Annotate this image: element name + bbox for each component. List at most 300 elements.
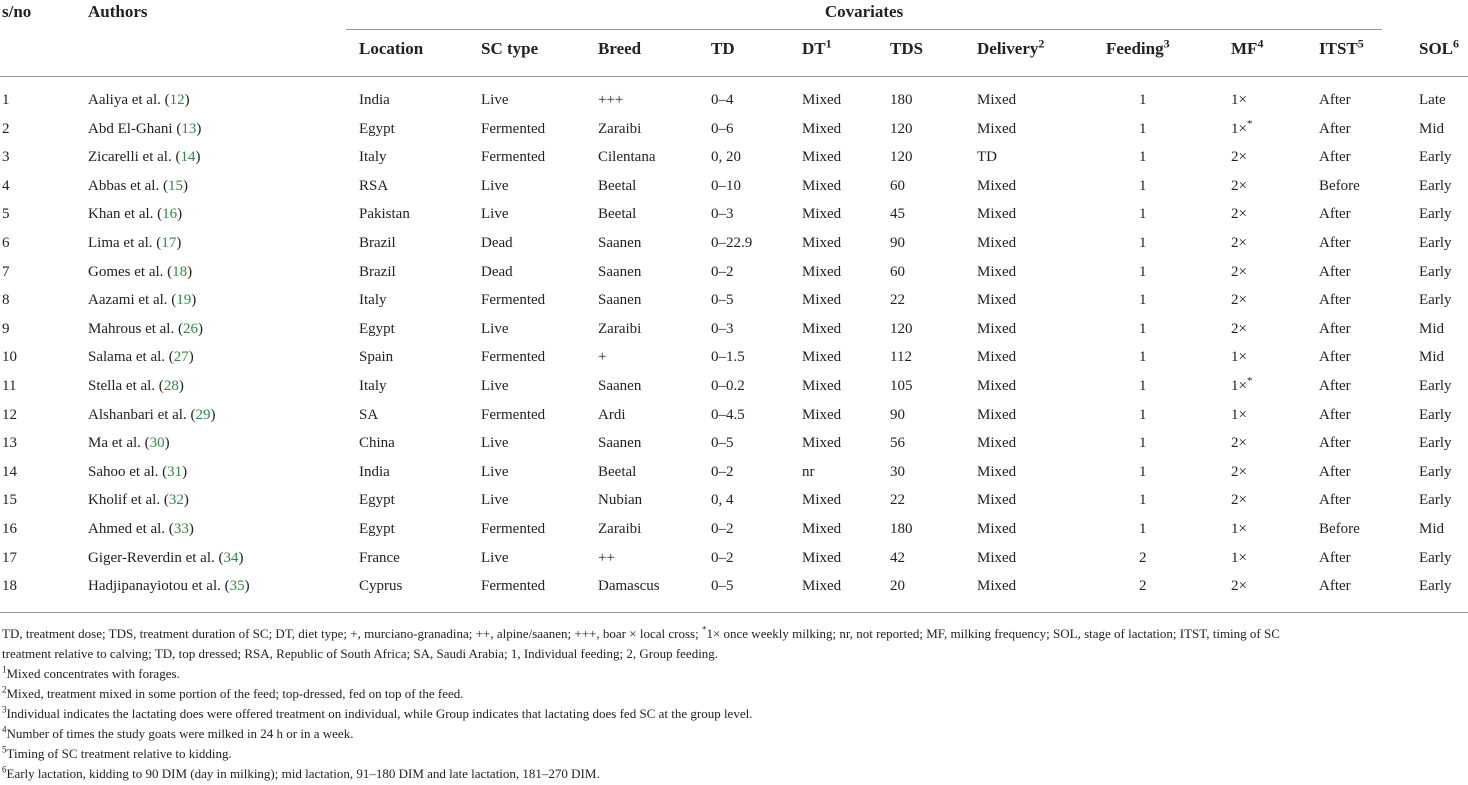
cell-td: 0–2 <box>711 549 734 566</box>
cell-breed: Damascus <box>598 578 660 595</box>
mf-value: 1× <box>1231 549 1247 566</box>
mf-value: 2× <box>1231 435 1247 452</box>
cell-dt: Mixed <box>802 234 842 251</box>
cell-mf <box>1231 550 1247 567</box>
cell-sol: Early <box>1419 492 1452 509</box>
cell-delivery: Mixed <box>977 263 1017 280</box>
footnote <box>2 684 1466 704</box>
cell-breed: Saanen <box>598 435 642 452</box>
cell-mf <box>1231 321 1247 338</box>
mf-value: 1× <box>1231 92 1247 108</box>
footnote-text: Mixed, treatment mixed in some portion of the feed; top-dressed, fed on top of the feed. <box>6 686 464 701</box>
cell-mf <box>1231 464 1247 481</box>
cell-mf <box>1231 407 1247 424</box>
cell-sc-type: Live <box>481 377 509 394</box>
cell-td: 0, 20 <box>711 149 741 166</box>
cell-itst: After <box>1319 463 1351 480</box>
header-delivery-label: Delivery <box>977 39 1039 58</box>
row-number: 3 <box>2 149 10 166</box>
header-sc-type: SC type <box>481 39 539 58</box>
author-close-paren: ) <box>197 320 203 337</box>
header-authors: Authors <box>88 2 148 21</box>
table-row <box>0 573 1468 602</box>
cell-sc-type: Live <box>481 92 509 108</box>
cell-td: 0–22.9 <box>711 234 753 251</box>
row-number: 16 <box>2 520 17 537</box>
cell-location: Egypt <box>359 320 395 337</box>
cell-mf <box>1231 349 1247 366</box>
numbered-notes <box>2 664 1466 784</box>
author-name: Khan et al. ( <box>88 206 163 223</box>
cell-breed: Beetal <box>598 463 637 480</box>
author-name: Ahmed et al. ( <box>88 520 174 537</box>
cell-mf <box>1231 178 1247 195</box>
mf-value: 2× <box>1231 578 1247 595</box>
cell-location: Italy <box>359 377 387 394</box>
reference-link[interactable]: 33 <box>173 520 189 537</box>
reference-link[interactable]: 31 <box>167 463 183 480</box>
cell-sc-type: Fermented <box>481 120 546 137</box>
table-row <box>0 230 1468 259</box>
table-row <box>0 402 1468 431</box>
header-itst <box>1319 36 1364 59</box>
cell-sol: Mid <box>1419 320 1445 337</box>
footnote <box>2 704 1466 724</box>
cell-sol: Mid <box>1419 520 1445 537</box>
cell-feeding: 1 <box>1139 292 1147 309</box>
table-row <box>0 459 1468 488</box>
cell-mf <box>1231 235 1247 252</box>
cell-itst: After <box>1319 292 1351 309</box>
cell-feeding: 1 <box>1139 406 1147 423</box>
cell-sc-type: Fermented <box>481 578 546 595</box>
cell-dt: Mixed <box>802 292 842 309</box>
footnote-marker: 1 <box>2 664 7 675</box>
cell-mf <box>1231 149 1247 166</box>
cell-tds: 120 <box>890 120 913 137</box>
author-close-paren: ) <box>182 177 188 194</box>
cell-location: Cyprus <box>359 578 403 595</box>
header-dt-sup: 1 <box>825 36 832 51</box>
cell-feeding: 1 <box>1139 149 1147 166</box>
footnote-marker: 5 <box>2 744 7 755</box>
cell-location: RSA <box>359 177 389 194</box>
cell-sc-type: Dead <box>481 234 513 251</box>
cell-itst: After <box>1319 349 1351 366</box>
cell-location: Egypt <box>359 520 395 537</box>
reference-link[interactable]: 14 <box>180 149 196 166</box>
cell-td: 0–2 <box>711 520 734 537</box>
row-number: 18 <box>2 578 17 595</box>
cell-sol: Mid <box>1419 120 1445 137</box>
cell-location: China <box>359 435 395 452</box>
mf-value: 2× <box>1231 463 1247 480</box>
cell-breed: Saanen <box>598 377 642 394</box>
cell-dt: Mixed <box>802 320 842 337</box>
cell-delivery: Mixed <box>977 549 1017 566</box>
cell-tds: 60 <box>890 263 905 280</box>
row-number: 15 <box>2 492 17 509</box>
footer-rule <box>0 612 1468 613</box>
author-name: Giger-Reverdin et al. ( <box>88 549 224 566</box>
cell-sc-type: Fermented <box>481 292 546 309</box>
mf-value: 1× <box>1231 406 1247 423</box>
author-close-paren: ) <box>191 292 197 309</box>
cell-feeding: 1 <box>1139 177 1147 194</box>
cell-mf <box>1231 521 1247 538</box>
cell-mf <box>1231 492 1247 509</box>
cell-td: 0–5 <box>711 435 734 452</box>
author-name: Aaliya et al. ( <box>88 92 170 108</box>
cell-sol: Early <box>1419 377 1452 394</box>
cell-sol: Early <box>1419 177 1452 194</box>
author-close-paren: ) <box>178 377 184 394</box>
cell-breed: +++ <box>598 92 624 108</box>
cell-td: 0–5 <box>711 292 734 309</box>
reference-link[interactable]: 12 <box>169 92 185 108</box>
row-number: 13 <box>2 435 17 452</box>
footnote <box>2 724 1466 744</box>
footnote-text: Number of times the study goats were milked in 24 h or in a week. <box>6 726 354 741</box>
cell-dt: Mixed <box>802 149 842 166</box>
cell-author <box>88 578 250 595</box>
cell-breed: Beetal <box>598 177 637 194</box>
table-row <box>0 316 1468 345</box>
header-feeding-sup: 3 <box>1163 36 1170 51</box>
header-covariates: Covariates <box>824 2 904 21</box>
cell-delivery: Mixed <box>977 349 1017 366</box>
table-row <box>0 201 1468 230</box>
cell-tds: 112 <box>890 349 912 366</box>
cell-mf <box>1231 578 1247 595</box>
cell-dt: Mixed <box>802 177 842 194</box>
author-name: Alshanbari et al. ( <box>88 406 196 423</box>
footnote-marker: 3 <box>2 704 7 715</box>
author-name: Zicarelli et al. ( <box>88 149 181 166</box>
cell-dt: Mixed <box>802 206 842 223</box>
cell-sol: Late <box>1419 92 1446 108</box>
cell-location: France <box>359 549 400 566</box>
reference-link[interactable]: 19 <box>176 292 192 309</box>
cell-dt: nr <box>802 463 815 480</box>
cell-mf <box>1231 92 1247 109</box>
author-close-paren: ) <box>177 206 183 223</box>
table-row <box>0 430 1468 459</box>
abbrev-line-1a: TD, treatment dose; TDS, treatment duration of SC; DT, diet type; +, murciano-granadina; ++, alpine/saanen; +++, boar × local cross; <box>2 626 702 641</box>
cell-feeding: 2 <box>1139 549 1147 566</box>
header-mf-sup: 4 <box>1257 36 1264 51</box>
cell-itst: Before <box>1319 520 1360 537</box>
cell-mf <box>1231 117 1253 138</box>
table-row <box>0 173 1468 202</box>
cell-sc-type: Fermented <box>481 406 546 423</box>
header-sol <box>1419 36 1460 59</box>
header-tds: TDS <box>890 39 924 58</box>
mf-value: 2× <box>1231 234 1247 251</box>
cell-author <box>88 292 196 309</box>
cell-author <box>88 492 189 509</box>
cell-delivery: Mixed <box>977 320 1017 337</box>
cell-delivery: Mixed <box>977 234 1017 251</box>
cell-mf <box>1231 292 1247 309</box>
table-row <box>0 373 1468 402</box>
author-close-paren: ) <box>195 149 201 166</box>
cell-feeding: 1 <box>1139 463 1147 480</box>
table-row <box>0 487 1468 516</box>
author-name: Salama et al. ( <box>88 349 174 366</box>
footnote-marker: 6 <box>2 764 7 775</box>
author-name: Aazami et al. ( <box>88 292 177 309</box>
cell-breed: Saanen <box>598 263 642 280</box>
cell-sol: Early <box>1419 549 1452 566</box>
cell-breed: Ardi <box>598 406 626 423</box>
cell-sol: Early <box>1419 435 1452 452</box>
cell-feeding: 1 <box>1139 492 1147 509</box>
cell-sc-type: Fermented <box>481 349 546 366</box>
cell-sc-type: Dead <box>481 263 513 280</box>
cell-location: India <box>359 92 390 108</box>
header-sol-sup: 6 <box>1453 36 1460 51</box>
reference-link[interactable]: 17 <box>161 234 177 251</box>
cell-sol: Early <box>1419 463 1452 480</box>
cell-delivery: Mixed <box>977 120 1017 137</box>
table-row <box>0 344 1468 373</box>
row-number: 6 <box>2 234 10 251</box>
footnote-text: Individual indicates the lactating does were offered treatment on individual, while Group indicates that lactating does fed SC at the group level. <box>6 706 753 721</box>
author-name: Abbas et al. ( <box>88 177 168 194</box>
cell-sol: Early <box>1419 578 1452 595</box>
cell-breed: Zaraibi <box>598 120 642 137</box>
cell-author <box>88 407 215 424</box>
reference-link[interactable]: 28 <box>163 377 179 394</box>
cell-delivery: Mixed <box>977 292 1017 309</box>
cell-itst: Before <box>1319 177 1360 194</box>
cell-dt: Mixed <box>802 120 842 137</box>
cell-itst: After <box>1319 263 1351 280</box>
cell-delivery: Mixed <box>977 177 1017 194</box>
cell-breed: Saanen <box>598 292 642 309</box>
reference-link[interactable]: 15 <box>167 177 183 194</box>
footnote <box>2 744 1466 764</box>
header-itst-sup: 5 <box>1357 36 1364 51</box>
cell-itst: After <box>1319 92 1351 108</box>
cell-author <box>88 349 194 366</box>
cell-sc-type: Live <box>481 549 509 566</box>
cell-td: 0–2 <box>711 263 734 280</box>
cell-td: 0–10 <box>711 177 741 194</box>
table-row <box>0 259 1468 288</box>
reference-link[interactable]: 16 <box>162 206 178 223</box>
header-rule <box>0 76 1468 77</box>
cell-tds: 120 <box>890 149 913 166</box>
mf-value: 2× <box>1231 320 1247 337</box>
cell-tds: 90 <box>890 406 905 423</box>
table-row <box>0 545 1468 574</box>
author-name: Lima et al. ( <box>88 234 162 251</box>
footnote <box>2 664 1466 684</box>
cell-tds: 120 <box>890 320 913 337</box>
reference-link[interactable]: 34 <box>223 549 239 566</box>
author-close-paren: ) <box>244 578 250 595</box>
cell-breed: Beetal <box>598 206 637 223</box>
header-dt-label: DT <box>802 39 826 58</box>
reference-link[interactable]: 32 <box>168 492 184 509</box>
cell-delivery: Mixed <box>977 92 1017 108</box>
row-number: 11 <box>2 377 17 394</box>
cell-mf <box>1231 435 1247 452</box>
cell-itst: After <box>1319 406 1351 423</box>
cell-tds: 22 <box>890 292 905 309</box>
cell-delivery: Mixed <box>977 377 1017 394</box>
table-row <box>0 516 1468 545</box>
cell-feeding: 1 <box>1139 263 1147 280</box>
cell-td: 0–6 <box>711 120 734 137</box>
cell-breed: Zaraibi <box>598 520 642 537</box>
cell-dt: Mixed <box>802 435 842 452</box>
cell-dt: Mixed <box>802 349 842 366</box>
cell-tds: 180 <box>890 92 913 108</box>
author-close-paren: ) <box>183 492 189 509</box>
row-number: 5 <box>2 206 10 223</box>
cell-tds: 20 <box>890 578 905 595</box>
cell-tds: 30 <box>890 463 905 480</box>
mf-value: 2× <box>1231 492 1247 509</box>
reference-link[interactable]: 18 <box>172 263 188 280</box>
author-close-paren: ) <box>182 463 188 480</box>
cell-feeding: 1 <box>1139 435 1147 452</box>
header-mf <box>1231 36 1264 59</box>
cell-sc-type: Fermented <box>481 149 546 166</box>
cell-td: 0–3 <box>711 320 734 337</box>
cell-delivery: Mixed <box>977 520 1017 537</box>
abbrev-star: * <box>701 624 707 635</box>
cell-sc-type: Live <box>481 463 509 480</box>
header-sno: s/no <box>2 2 32 21</box>
footnote-text: Mixed concentrates with forages. <box>6 666 180 681</box>
cell-td: 0–3 <box>711 206 734 223</box>
cell-tds: 56 <box>890 435 905 452</box>
reference-link[interactable]: 13 <box>181 120 197 137</box>
header-itst-label: ITST <box>1319 39 1358 58</box>
reference-link[interactable]: 35 <box>229 578 245 595</box>
cell-sc-type: Live <box>481 177 509 194</box>
cell-breed: Zaraibi <box>598 320 642 337</box>
cell-itst: After <box>1319 377 1351 394</box>
header-location: Location <box>359 39 424 58</box>
cell-mf <box>1231 264 1247 281</box>
mf-value: 1× <box>1231 520 1247 537</box>
cell-itst: After <box>1319 578 1351 595</box>
footnote-text: Early lactation, kidding to 90 DIM (day in milking); mid lactation, 91–180 DIM and late lactation, 181–270 DIM. <box>6 766 600 781</box>
cell-author <box>88 121 201 138</box>
reference-link[interactable]: 30 <box>149 435 165 452</box>
cell-td: 0–5 <box>711 578 734 595</box>
cell-itst: After <box>1319 320 1351 337</box>
cell-td: 0–2 <box>711 463 734 480</box>
cell-tds: 90 <box>890 234 905 251</box>
cell-location: India <box>359 463 390 480</box>
footnote <box>2 764 1466 784</box>
cell-sol: Mid <box>1419 349 1445 366</box>
table-row <box>0 116 1468 145</box>
cell-delivery: Mixed <box>977 492 1017 509</box>
cell-mf <box>1231 374 1253 395</box>
header-breed: Breed <box>598 39 642 58</box>
abbrev-line-1b: 1× once weekly milking; nr, not reported; MF, milking frequency; SOL, stage of lactation; ITST, timing of SC <box>706 626 1280 641</box>
author-name: Sahoo et al. ( <box>88 463 168 480</box>
author-close-paren: ) <box>164 435 170 452</box>
cell-location: Spain <box>359 349 394 366</box>
cell-itst: After <box>1319 234 1351 251</box>
mf-value: 1× <box>1231 377 1247 394</box>
cell-sol: Early <box>1419 406 1452 423</box>
cell-feeding: 1 <box>1139 120 1147 137</box>
header-feeding-label: Feeding <box>1106 39 1164 58</box>
cell-mf <box>1231 206 1247 223</box>
header-mf-label: MF <box>1231 39 1258 58</box>
cell-sc-type: Live <box>481 492 509 509</box>
cell-itst: After <box>1319 120 1351 137</box>
row-number: 8 <box>2 292 10 309</box>
header-td: TD <box>711 39 735 58</box>
cell-itst: After <box>1319 492 1351 509</box>
cell-location: Egypt <box>359 120 395 137</box>
cell-sc-type: Live <box>481 320 509 337</box>
cell-feeding: 1 <box>1139 377 1147 394</box>
cell-itst: After <box>1319 149 1351 166</box>
row-number: 4 <box>2 177 10 194</box>
cell-breed: Cilentana <box>598 149 656 166</box>
mf-value: 2× <box>1231 177 1247 194</box>
cell-dt: Mixed <box>802 406 842 423</box>
cell-feeding: 1 <box>1139 234 1147 251</box>
cell-breed: Nubian <box>598 492 643 509</box>
reference-link[interactable]: 27 <box>173 349 189 366</box>
author-close-paren: ) <box>184 92 190 108</box>
cell-itst: After <box>1319 549 1351 566</box>
cell-author <box>88 464 187 481</box>
cell-dt: Mixed <box>802 263 842 280</box>
mf-value: 2× <box>1231 263 1247 280</box>
author-name: Ma et al. ( <box>88 435 150 452</box>
reference-link[interactable]: 29 <box>195 406 211 423</box>
cell-delivery: Mixed <box>977 463 1017 480</box>
mf-value: 2× <box>1231 206 1247 223</box>
author-name: Abd El-Ghani ( <box>88 120 182 137</box>
cell-author <box>88 92 190 109</box>
cell-itst: After <box>1319 206 1351 223</box>
cell-author <box>88 235 181 252</box>
cell-breed: + <box>598 349 607 366</box>
author-name: Mahrous et al. ( <box>88 320 183 337</box>
author-close-paren: ) <box>188 520 194 537</box>
author-close-paren: ) <box>210 406 216 423</box>
cell-location: Brazil <box>359 263 396 280</box>
cell-author <box>88 264 192 281</box>
row-number: 1 <box>2 92 10 108</box>
cell-sol: Early <box>1419 292 1452 309</box>
cell-sc-type: Live <box>481 435 509 452</box>
cell-delivery: Mixed <box>977 435 1017 452</box>
cell-sc-type: Live <box>481 206 509 223</box>
header-feeding <box>1106 36 1170 59</box>
row-number: 10 <box>2 349 17 366</box>
cell-delivery: Mixed <box>977 406 1017 423</box>
cell-author <box>88 206 182 223</box>
reference-link[interactable]: 26 <box>182 320 198 337</box>
footnote-marker: 4 <box>2 724 7 735</box>
cell-delivery: TD <box>977 149 997 166</box>
